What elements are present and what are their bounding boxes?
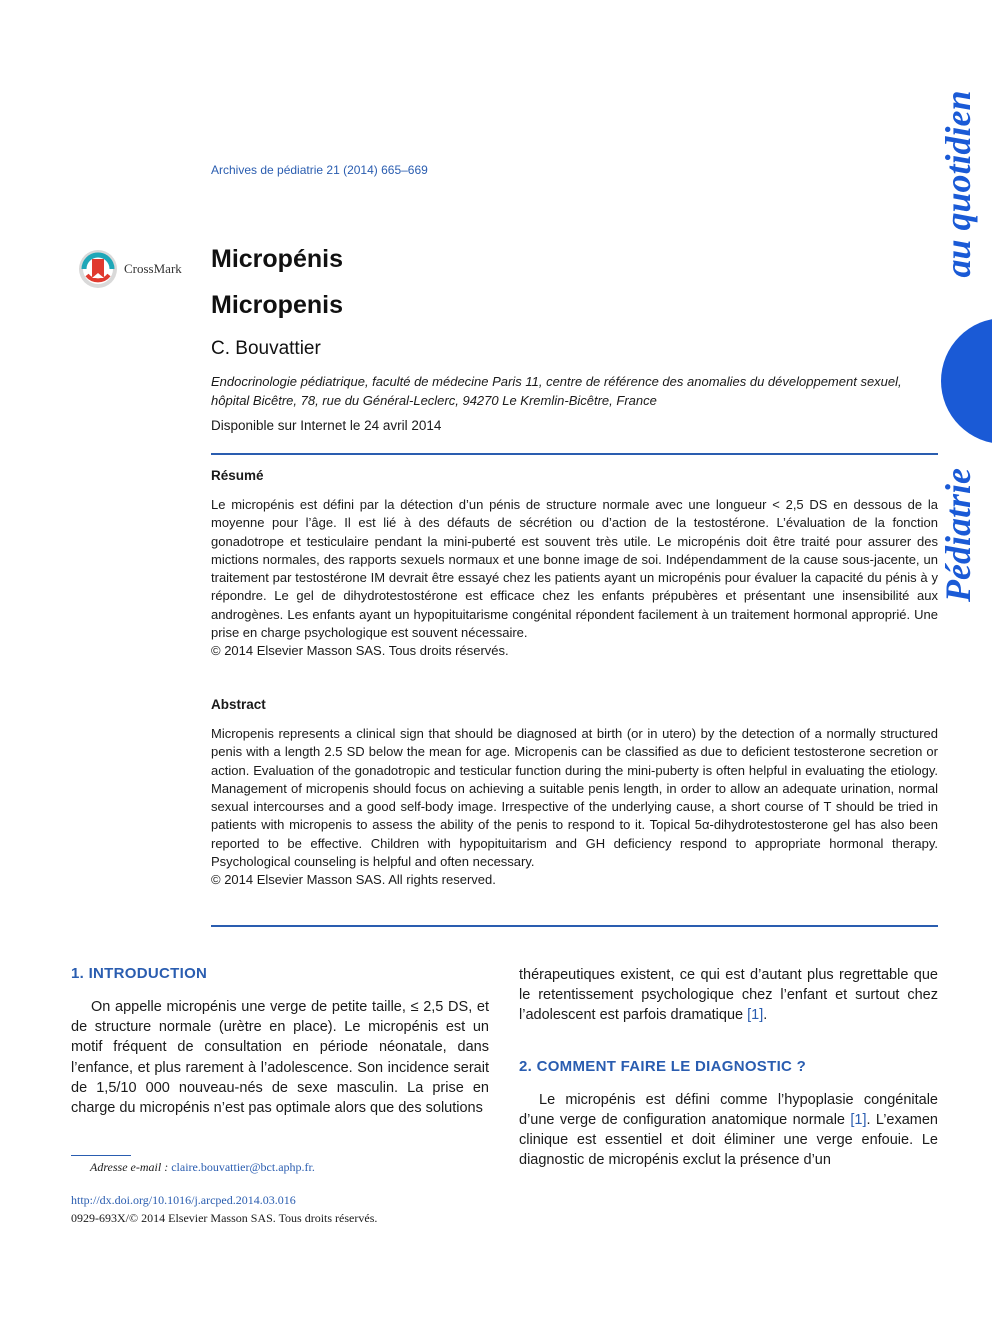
- journal-reference[interactable]: Archives de pédiatrie 21 (2014) 665–669: [211, 163, 428, 177]
- author-affiliation: [211, 372, 938, 410]
- email-link[interactable]: claire.bouvattier@bct.aphp.fr.: [171, 1160, 315, 1174]
- resume-body: Le micropénis est défini par la détection d’un pénis de structure normale avec une longueur < 2,5 DS en dessous de la moyenne pour l’âge. Il est lié à des défauts de sécrétion ou d’action de la testostérone. L’évaluation de la fonction gonadotrope et testiculaire pendant la mini-puberté est souvent très utile. Le micropénis doit être traité pour assurer des mictions normales, des rapports sexuels normaux et une bonne image de soi. Indépendamment de la cause sous-jacente, un traitement par testostérone IM devrait être essayé chez les patients ayant un micropénis pour évaluer la capacité du pénis à y répondre. Le gel de dihydrotestostérone est efficace chez les enfants prépubères et présentant une insensibilité aux androgènes. Les enfants ayant un hypopituitarisme congénital répondent facilement à un traitement hormonal approprié. Une prise en charge psychologique est souvent nécessaire.: [211, 497, 938, 641]
- section-1-text: On appelle micropénis une verge de petite taille, ≤ 2,5 DS, et de structure normale (urètre en place). Le micropénis est un motif fréquent de consultation en période néonatale, dans l’enfance, et plus rarement à l’adolescence. Son incidence serait de 1,5/10 000 nouveau-nés de sexe masculin. La prise en charge du micropénis n’est pas optimale alors que des solutions: [71, 999, 489, 1117]
- side-label-bottom-text: Pédiatrie: [938, 468, 978, 602]
- right-column: [519, 965, 938, 1170]
- email-label: Adresse e-mail :: [90, 1160, 169, 1174]
- footnote-rule: [71, 1155, 131, 1156]
- resume-copyright: © 2014 Elsevier Masson SAS. Tous droits réservés.: [211, 643, 509, 659]
- section-2-text-b: . L’examen clinique est essentiel et doit éliminer une verge enfouie. Le diagnostic de micropénis exclut la présence d’un: [519, 1111, 938, 1169]
- section-tab-marker: [941, 318, 992, 444]
- citation-link[interactable]: [1]: [850, 1111, 867, 1128]
- resume-text: [211, 496, 938, 661]
- side-label-top-text: au quotidien: [938, 90, 978, 278]
- online-date: Disponible sur Internet le 24 avril 2014: [211, 418, 442, 433]
- section-2-text: [519, 1090, 938, 1171]
- affiliation-line-1: Endocrinologie pédiatrique, faculté de médecine Paris 11, centre de référence des anomalies du développement sexuel,: [211, 374, 902, 389]
- side-label-top: [912, 58, 992, 310]
- section-1-continuation: thérapeutiques existent, ce qui est d’autant plus regrettable que le retentissement psychologique chez l’enfant et surtout chez l’adolescent est parfois dramatique [1].: [519, 967, 938, 1024]
- divider-top: [211, 453, 938, 455]
- divider-bottom: [211, 925, 938, 927]
- abstract-copyright: © 2014 Elsevier Masson SAS. All rights reserved.: [211, 872, 496, 888]
- article-title-fr: Micropénis: [211, 245, 343, 273]
- section-2-text-a: Le micropénis est défini comme l’hypoplasie congénitale d’une verge de configuration anatomique normale: [519, 1091, 938, 1128]
- abstract-text: [211, 725, 938, 890]
- section-1-continuation-text: thérapeutiques existent, ce qui est d’autant plus regrettable que le retentissement psychologique chez l’enfant et surtout chez l’adolescent est parfois dramatique: [519, 967, 938, 1024]
- crossmark-icon: [78, 249, 118, 289]
- issn-copyright: 0929-693X/© 2014 Elsevier Masson SAS. Tous droits réservés.: [71, 1211, 378, 1225]
- crossmark-badge[interactable]: [78, 247, 198, 291]
- left-column: [71, 965, 489, 1118]
- author-name: C. Bouvattier: [211, 338, 321, 359]
- affiliation-line-2: hôpital Bicêtre, 78, rue du Général-Leclerc, 94270 Le Kremlin-Bicêtre, France: [211, 393, 657, 408]
- email-footnote: [90, 1160, 315, 1175]
- citation-link[interactable]: [1]: [747, 1007, 764, 1024]
- abstract-body: Micropenis represents a clinical sign that should be diagnosed at birth (or in utero) by the detection of a normally structured penis with a length 2.5 SD below the mean for age. Micropenis can be classified as due to deficient testosterone secretion or action. Evaluation of the gonadotropic and testicular function during the mini-puberty is often helpful in evaluating the etiology. Management of micropenis should focus on achieving a suitable penis length, in order to allow an adequate urination, normal sexual intercourses and a good self-body image. Irrespective of the underlying cause, a short course of T should be tried in patients with micropenis to assess the ability of the penis to respond to it. Topical 5α-dihydrotestosterone gel has also been reported to be effective. Children with hypopituitarism and GH deficiency respond to appropriate hormonal therapy. Psychological counseling is helpful and often necessary.: [211, 726, 938, 870]
- doi-link[interactable]: http://dx.doi.org/10.1016/j.arcped.2014.03.016: [71, 1193, 296, 1207]
- section-1-heading: 1. INTRODUCTION: [71, 965, 208, 982]
- crossmark-label: CrossMark: [124, 261, 182, 276]
- article-title-en: Micropenis: [211, 291, 343, 319]
- section-2-heading: 2. COMMENT FAIRE LE DIAGNOSTIC ?: [519, 1057, 807, 1075]
- abstract-heading: Abstract: [211, 697, 266, 712]
- resume-heading: Résumé: [211, 468, 264, 483]
